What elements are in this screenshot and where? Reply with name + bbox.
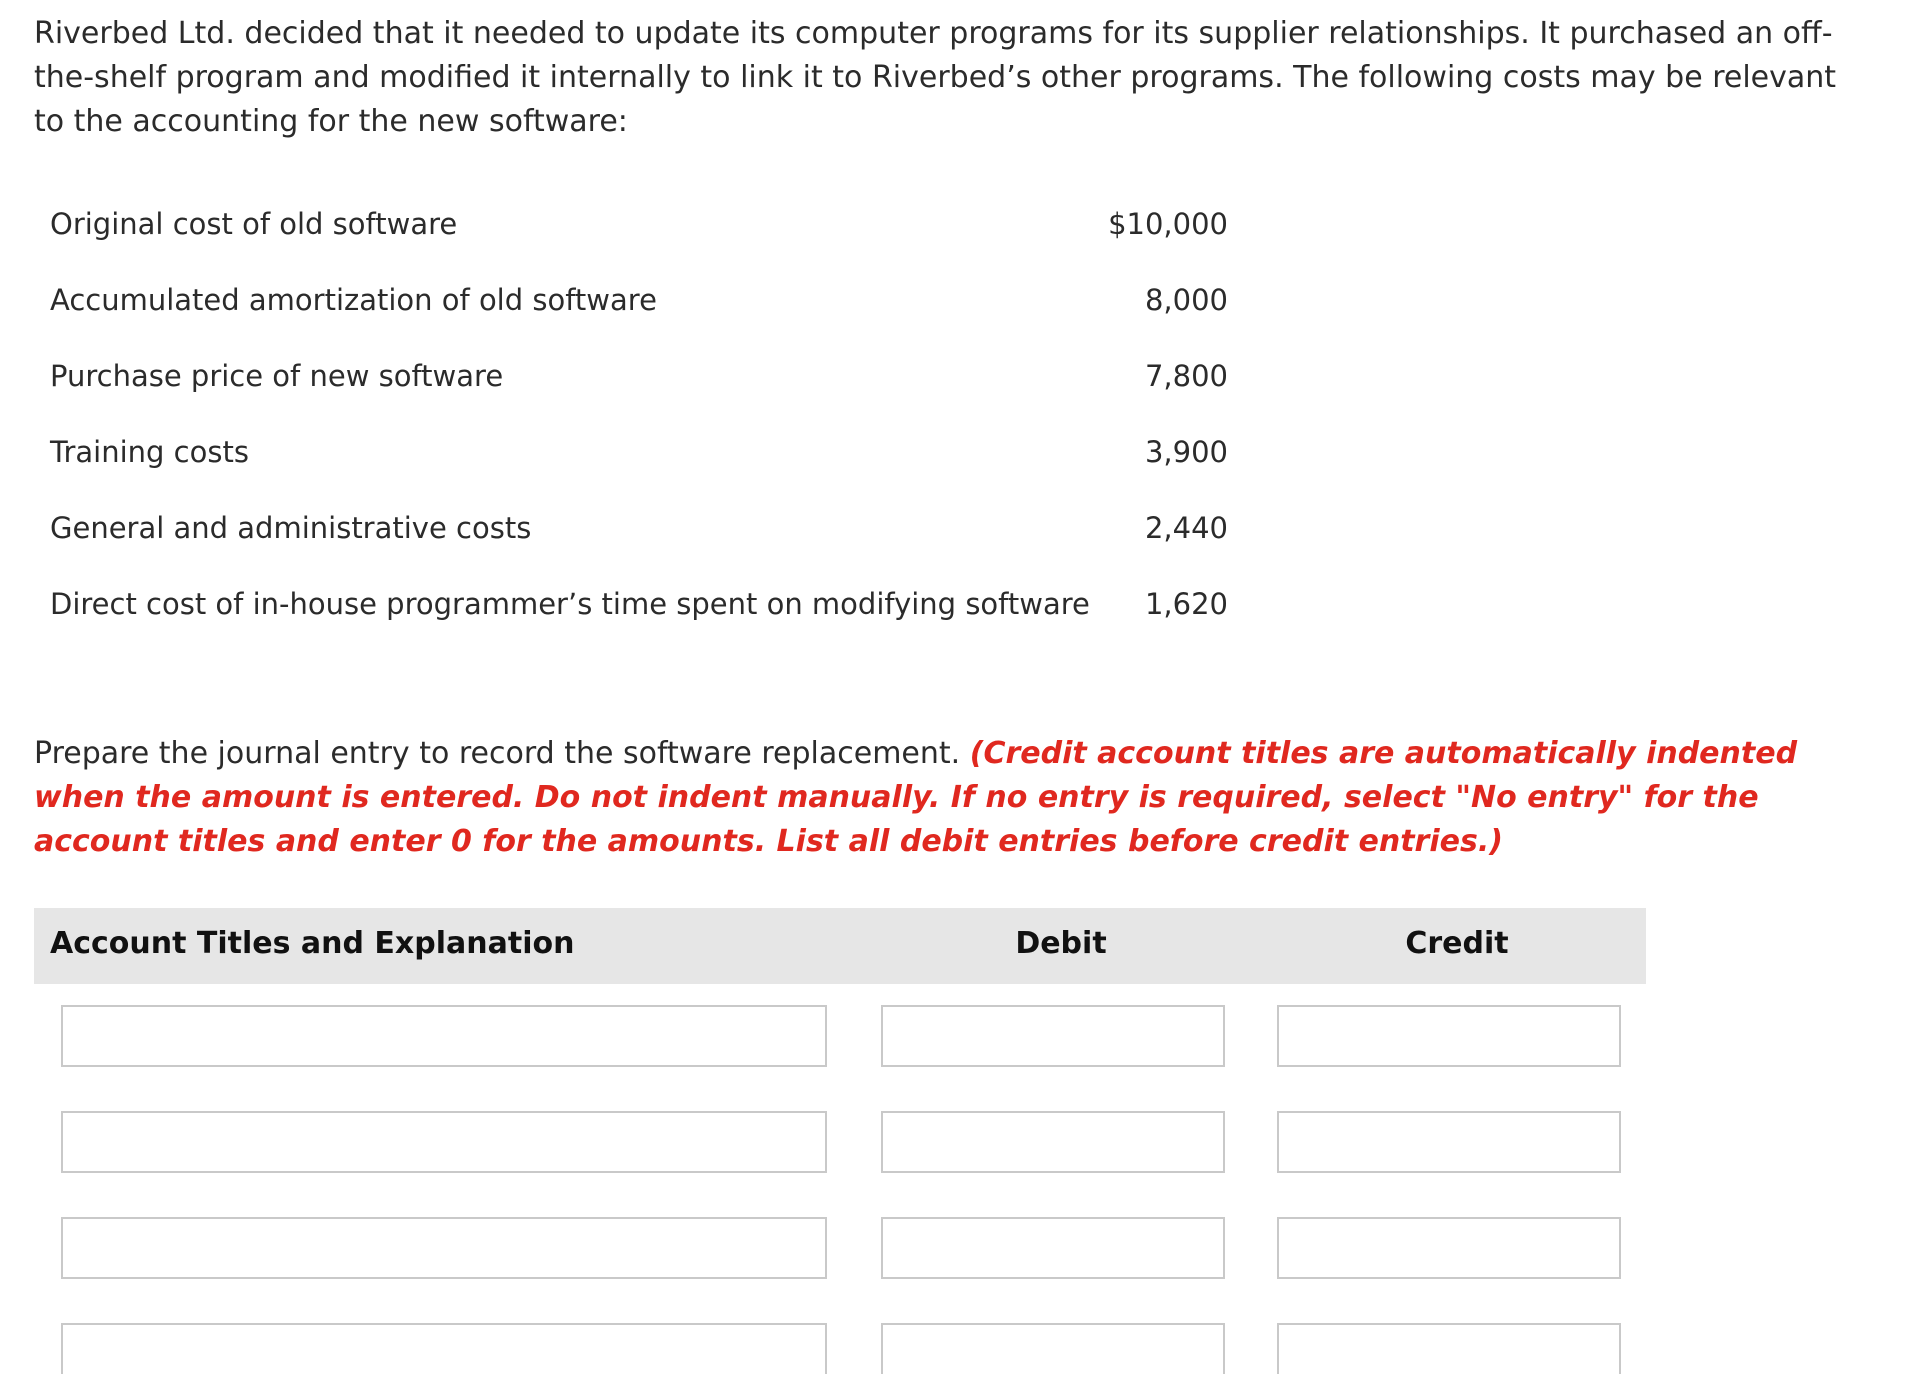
account-titles-header: Account Titles and Explanation xyxy=(50,926,575,961)
journal-header-row xyxy=(34,908,1646,984)
problem-intro: Riverbed Ltd. decided that it needed to update its computer programs for its supplier relationships. It purchased an off-the-shelf program and modified it internally to link it to Riverbed’s other programs. The following costs may be relevant to the accounting for the new software: xyxy=(34,16,1837,139)
cost-label: Training costs xyxy=(50,435,249,469)
cost-label: Original cost of old software xyxy=(50,207,458,241)
journal-row xyxy=(34,1302,1646,1374)
journal-row xyxy=(34,1090,1646,1196)
prompt-instruction: (Credit account titles are automatically indented when the amount is entered. Do not indent manually. If no entry is required, select "No entry" for the account titles and enter 0 for the amounts. List all debit entries before credit entries.) xyxy=(34,736,1798,859)
cost-row xyxy=(34,264,1234,340)
cost-value: 8,000 xyxy=(1144,283,1228,317)
cost-row xyxy=(34,568,1234,644)
journal-row xyxy=(34,1196,1646,1302)
credit-input[interactable] xyxy=(1277,1323,1621,1374)
prompt-text: Prepare the journal entry to record the software replacement. xyxy=(34,736,970,771)
cost-table xyxy=(34,188,1234,644)
debit-input[interactable] xyxy=(881,1111,1225,1173)
cost-value: 2,440 xyxy=(1144,511,1228,545)
credit-input[interactable] xyxy=(1277,1111,1621,1173)
account-title-input[interactable] xyxy=(61,1323,827,1374)
journal-entry-table xyxy=(34,908,1646,1374)
credit-input[interactable] xyxy=(1277,1005,1621,1067)
cost-row xyxy=(34,340,1234,416)
cost-value: $10,000 xyxy=(1108,207,1228,241)
account-title-input[interactable] xyxy=(61,1005,827,1067)
cost-label: Accumulated amortization of old software xyxy=(50,283,657,317)
journal-prompt xyxy=(34,732,1894,864)
credit-header: Credit xyxy=(1405,926,1509,961)
cost-label: Purchase price of new software xyxy=(50,359,504,393)
debit-input[interactable] xyxy=(881,1323,1225,1374)
credit-input[interactable] xyxy=(1277,1217,1621,1279)
debit-header: Debit xyxy=(1015,926,1107,961)
cost-value: 7,800 xyxy=(1144,359,1228,393)
account-title-input[interactable] xyxy=(61,1217,827,1279)
cost-value: 1,620 xyxy=(1144,587,1228,621)
debit-input[interactable] xyxy=(881,1005,1225,1067)
cost-label: Direct cost of in-house programmer’s time spent on modifying software xyxy=(50,587,1090,621)
cost-row xyxy=(34,188,1234,264)
debit-input[interactable] xyxy=(881,1217,1225,1279)
account-title-input[interactable] xyxy=(61,1111,827,1173)
cost-value: 3,900 xyxy=(1144,435,1228,469)
cost-row xyxy=(34,492,1234,568)
cost-row xyxy=(34,416,1234,492)
journal-row xyxy=(34,984,1646,1090)
cost-label: General and administrative costs xyxy=(50,511,532,545)
